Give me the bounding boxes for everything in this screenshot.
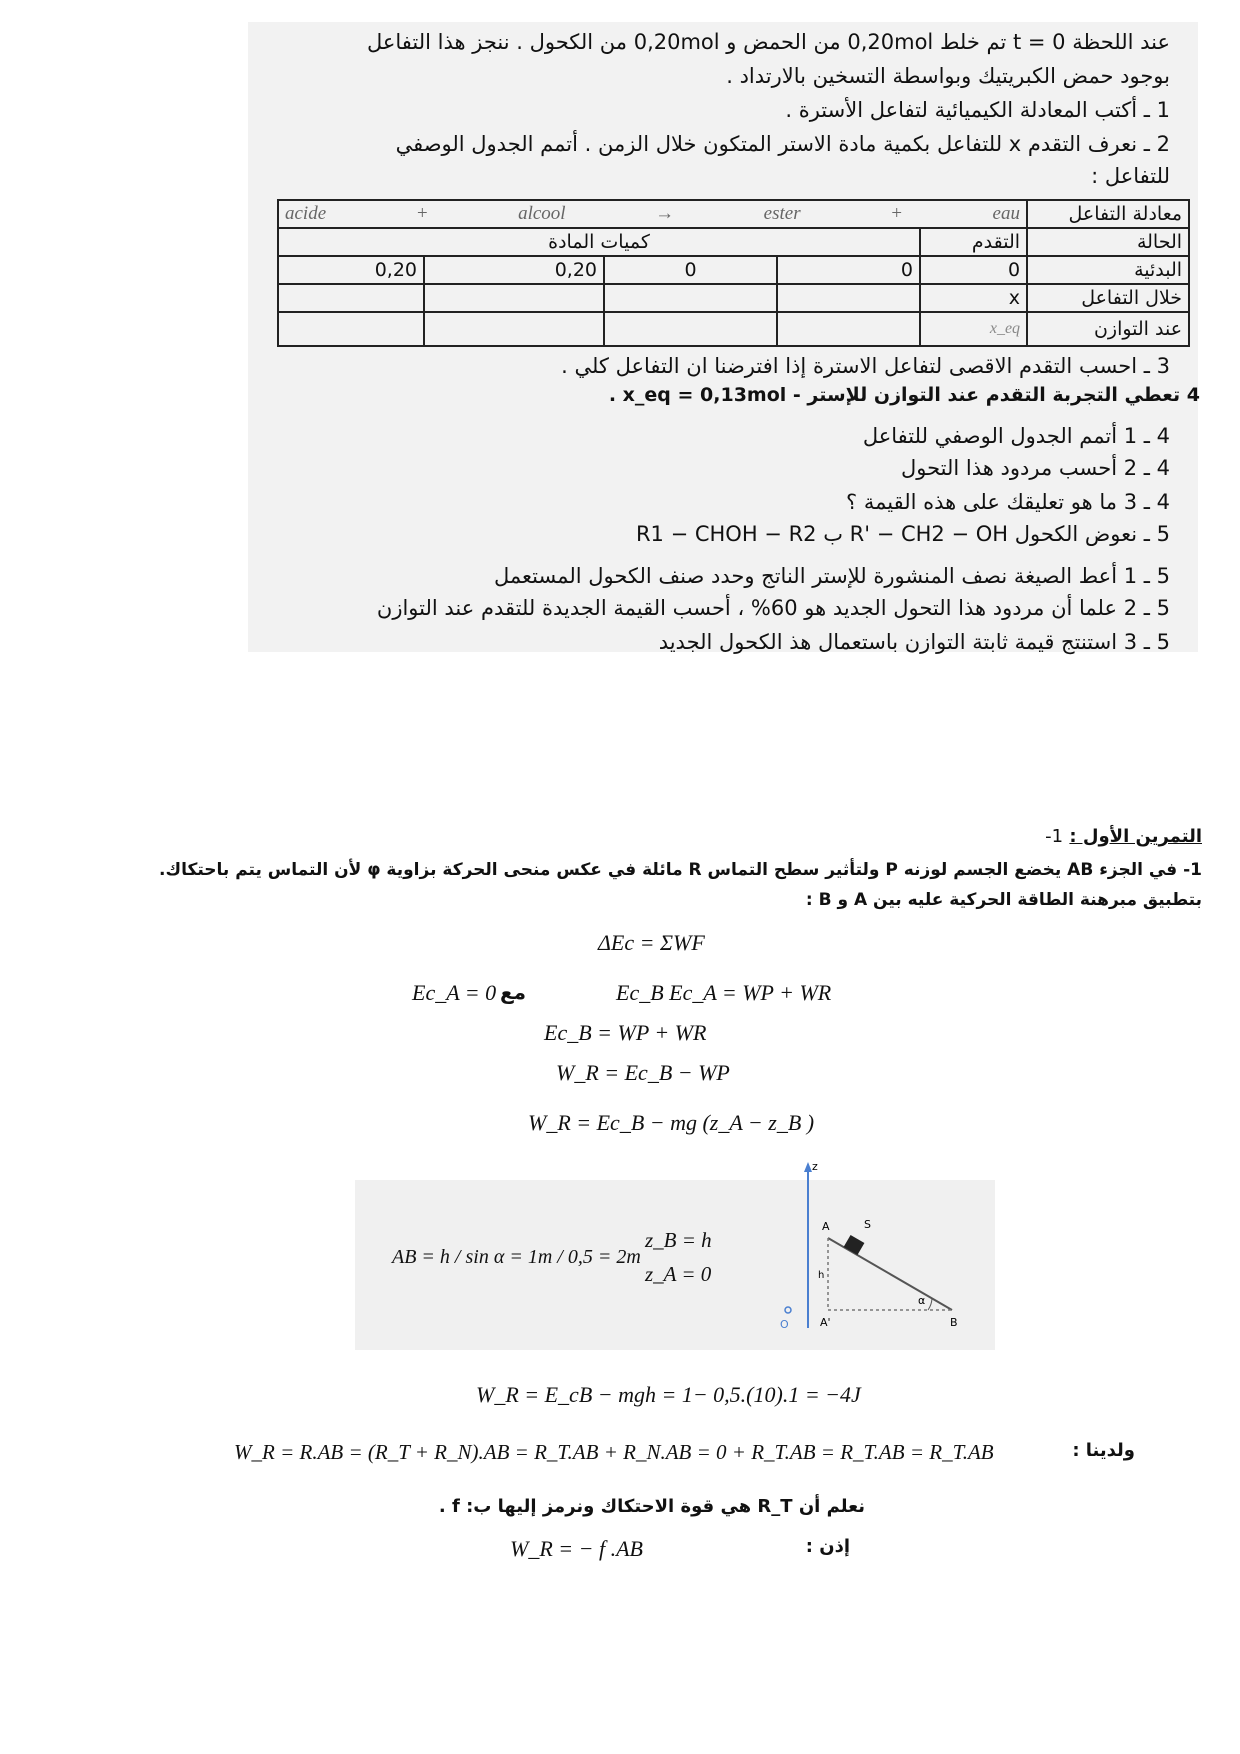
equation-3: Ec_B = WP + WR	[544, 1020, 707, 1045]
fig-label-h: h	[818, 1270, 825, 1281]
exercise-title-text: التمرين الأول :	[1069, 826, 1202, 847]
equation-4: W_R = Ec_B − WP	[556, 1060, 730, 1085]
cell-state: عند التوازن	[1027, 312, 1189, 346]
cell-acid-qty	[278, 284, 424, 312]
intro-line-1: عند اللحظة t = 0 تم خلط 0,20mol من الحمض و 0,20mol من الكحول . ننجز هذا التفاعل	[366, 30, 1170, 54]
figure-za: z_A = 0	[645, 1262, 712, 1286]
eq-acide: acide	[285, 203, 327, 224]
exercise-line-1: 1- في الجزء AB يخضع الجسم لوزنه P ولتأثير سطح التماس R مائلة في عكس منحى الحركة بزاوية φ لأن التماس يتم باحتكاك.	[159, 860, 1202, 880]
cell-alcohol-qty	[424, 312, 604, 346]
cell-ester-qty	[604, 312, 777, 346]
table-row	[278, 284, 1189, 312]
intro-line-2: بوجود حمض الكبريتيك وبواسطة التسخين بالارتداد .	[726, 64, 1170, 88]
eq-arrow: →	[655, 203, 675, 224]
cell-ester-qty: 0	[604, 256, 777, 284]
fig-label-a-prime: A'	[820, 1316, 831, 1329]
cell-state: خلال التفاعل	[1027, 284, 1189, 312]
fig-label-b: B	[950, 1316, 958, 1329]
cell-alcohol-qty: 0,20	[424, 256, 604, 284]
figure-zb: z_B = h	[645, 1228, 712, 1252]
table-row	[278, 312, 1189, 346]
fig-label-o: O	[780, 1318, 789, 1331]
cell-progress: x	[920, 284, 1027, 312]
cell-water-qty	[777, 312, 920, 346]
cell-water-qty	[777, 284, 920, 312]
question-4-3: 4 ـ 3 ما هو تعليقك على هذه القيمة ؟	[846, 490, 1170, 514]
table-row	[278, 256, 1189, 284]
cell-state: البدئية	[1027, 256, 1189, 284]
question-5-3: 5 ـ 3 استنتج قيمة ثابتة التوازن باستعمال هذ الكحول الجديد	[658, 630, 1170, 654]
cell-progress: 0	[920, 256, 1027, 284]
cell-alcohol-qty	[424, 284, 604, 312]
question-4-2: 4 ـ 2 أحسب مردود هذا التحول	[901, 456, 1170, 480]
question-3: 3 ـ احسب التقدم الاقصى لتفاعل الاسترة إذا افترضنا ان التفاعل كلي .	[561, 354, 1170, 378]
equation-2-with: مع	[500, 980, 527, 1004]
progress-table	[277, 199, 1190, 347]
question-5-2: 5 ـ 2 علما أن مردود هذا التحول الجديد هو 60% ، أحسب القيمة الجديدة للتقدم عند التوازن	[376, 596, 1170, 620]
friction-statement: نعلم أن R_T هي قوة الاحتكاك ونرمز إليها ب: f .	[438, 1496, 865, 1517]
cell-ester-qty	[604, 284, 777, 312]
exercise-line-2: بتطبيق مبرهنة الطاقة الحركية عليه بين A و B :	[805, 890, 1202, 910]
quantities-header: كميات المادة	[278, 228, 920, 256]
fig-label-a: A	[822, 1220, 830, 1233]
equation-2a: Ec_A = 0	[412, 980, 497, 1005]
equation-7-label: ولدينا :	[1072, 1440, 1135, 1461]
therefore-label: إذن :	[805, 1536, 850, 1557]
eq-plus: +	[415, 203, 429, 224]
angle-arc	[928, 1298, 932, 1310]
fig-label-s: S	[864, 1218, 871, 1231]
question-4-header: 4 تعطي التجربة التقدم عند التوازن للإستر - x_eq = 0,13mol .	[608, 384, 1200, 406]
question-2-line-1: 2 ـ نعرف التقدم x للتفاعل بكمية مادة الاستر المتكون خلال الزمن . أتمم الجدول الوصفي	[395, 132, 1170, 156]
equation-5: W_R = Ec_B − mg (z_A − z_B )	[528, 1110, 815, 1135]
z-axis-arrow-icon	[804, 1162, 812, 1172]
eq-label-cell: معادلة التفاعل	[1027, 200, 1189, 228]
eq-ester: ester	[763, 203, 801, 224]
cell-acid-qty: 0,20	[278, 256, 424, 284]
state-header: الحالة	[1027, 228, 1189, 256]
question-4-1: 4 ـ 1 أتمم الجدول الوصفي للتفاعل	[862, 424, 1170, 448]
equation-7: W_R = R.AB = (R_T + R_N).AB = R_T.AB + R_N.AB = 0 + R_T.AB = R_T.AB = R_T.AB	[234, 1440, 994, 1464]
cell-progress: x_eq	[920, 312, 1027, 346]
incline-diagram	[760, 1158, 980, 1350]
origin-marker	[785, 1307, 791, 1313]
question-2-line-2: للتفاعل :	[1091, 164, 1170, 188]
solid-block	[844, 1235, 865, 1255]
fig-label-z: z	[812, 1160, 818, 1173]
equation-6: W_R = E_cB − mgh = 1− 0,5.(10).1 = −4J	[476, 1382, 861, 1407]
equation-2b: Ec_B Ec_A = WP + WR	[616, 980, 832, 1005]
eq-plus: +	[890, 203, 903, 224]
question-5: 5 ـ نعوض الكحول R' − CH2 − OH ب R1 − CHOH − R2	[635, 522, 1170, 546]
progress-header: التقدم	[920, 228, 1027, 256]
figure-ab-formula: AB = h / sin α = 1m / 0,5 = 2m	[392, 1246, 641, 1268]
exercise-title-num: 1-	[1045, 826, 1064, 847]
equation-1: ΔEc = ΣWF	[598, 930, 705, 955]
question-5-1: 5 ـ 1 أعط الصيغة نصف المنشورة للإستر الناتج وحدد صنف الكحول المستعمل	[493, 564, 1170, 588]
fig-label-alpha: α	[918, 1294, 926, 1307]
eq-alcool: alcool	[518, 203, 566, 224]
eq-eau: eau	[992, 203, 1020, 224]
equation-9: W_R = − f .AB	[510, 1536, 643, 1561]
exercise-title	[1045, 826, 1202, 847]
question-1: 1 ـ أكتب المعادلة الكيميائية لتفاعل الأسترة .	[785, 98, 1170, 122]
cell-acid-qty	[278, 312, 424, 346]
reaction-equation	[285, 203, 1020, 225]
cell-water-qty: 0	[777, 256, 920, 284]
